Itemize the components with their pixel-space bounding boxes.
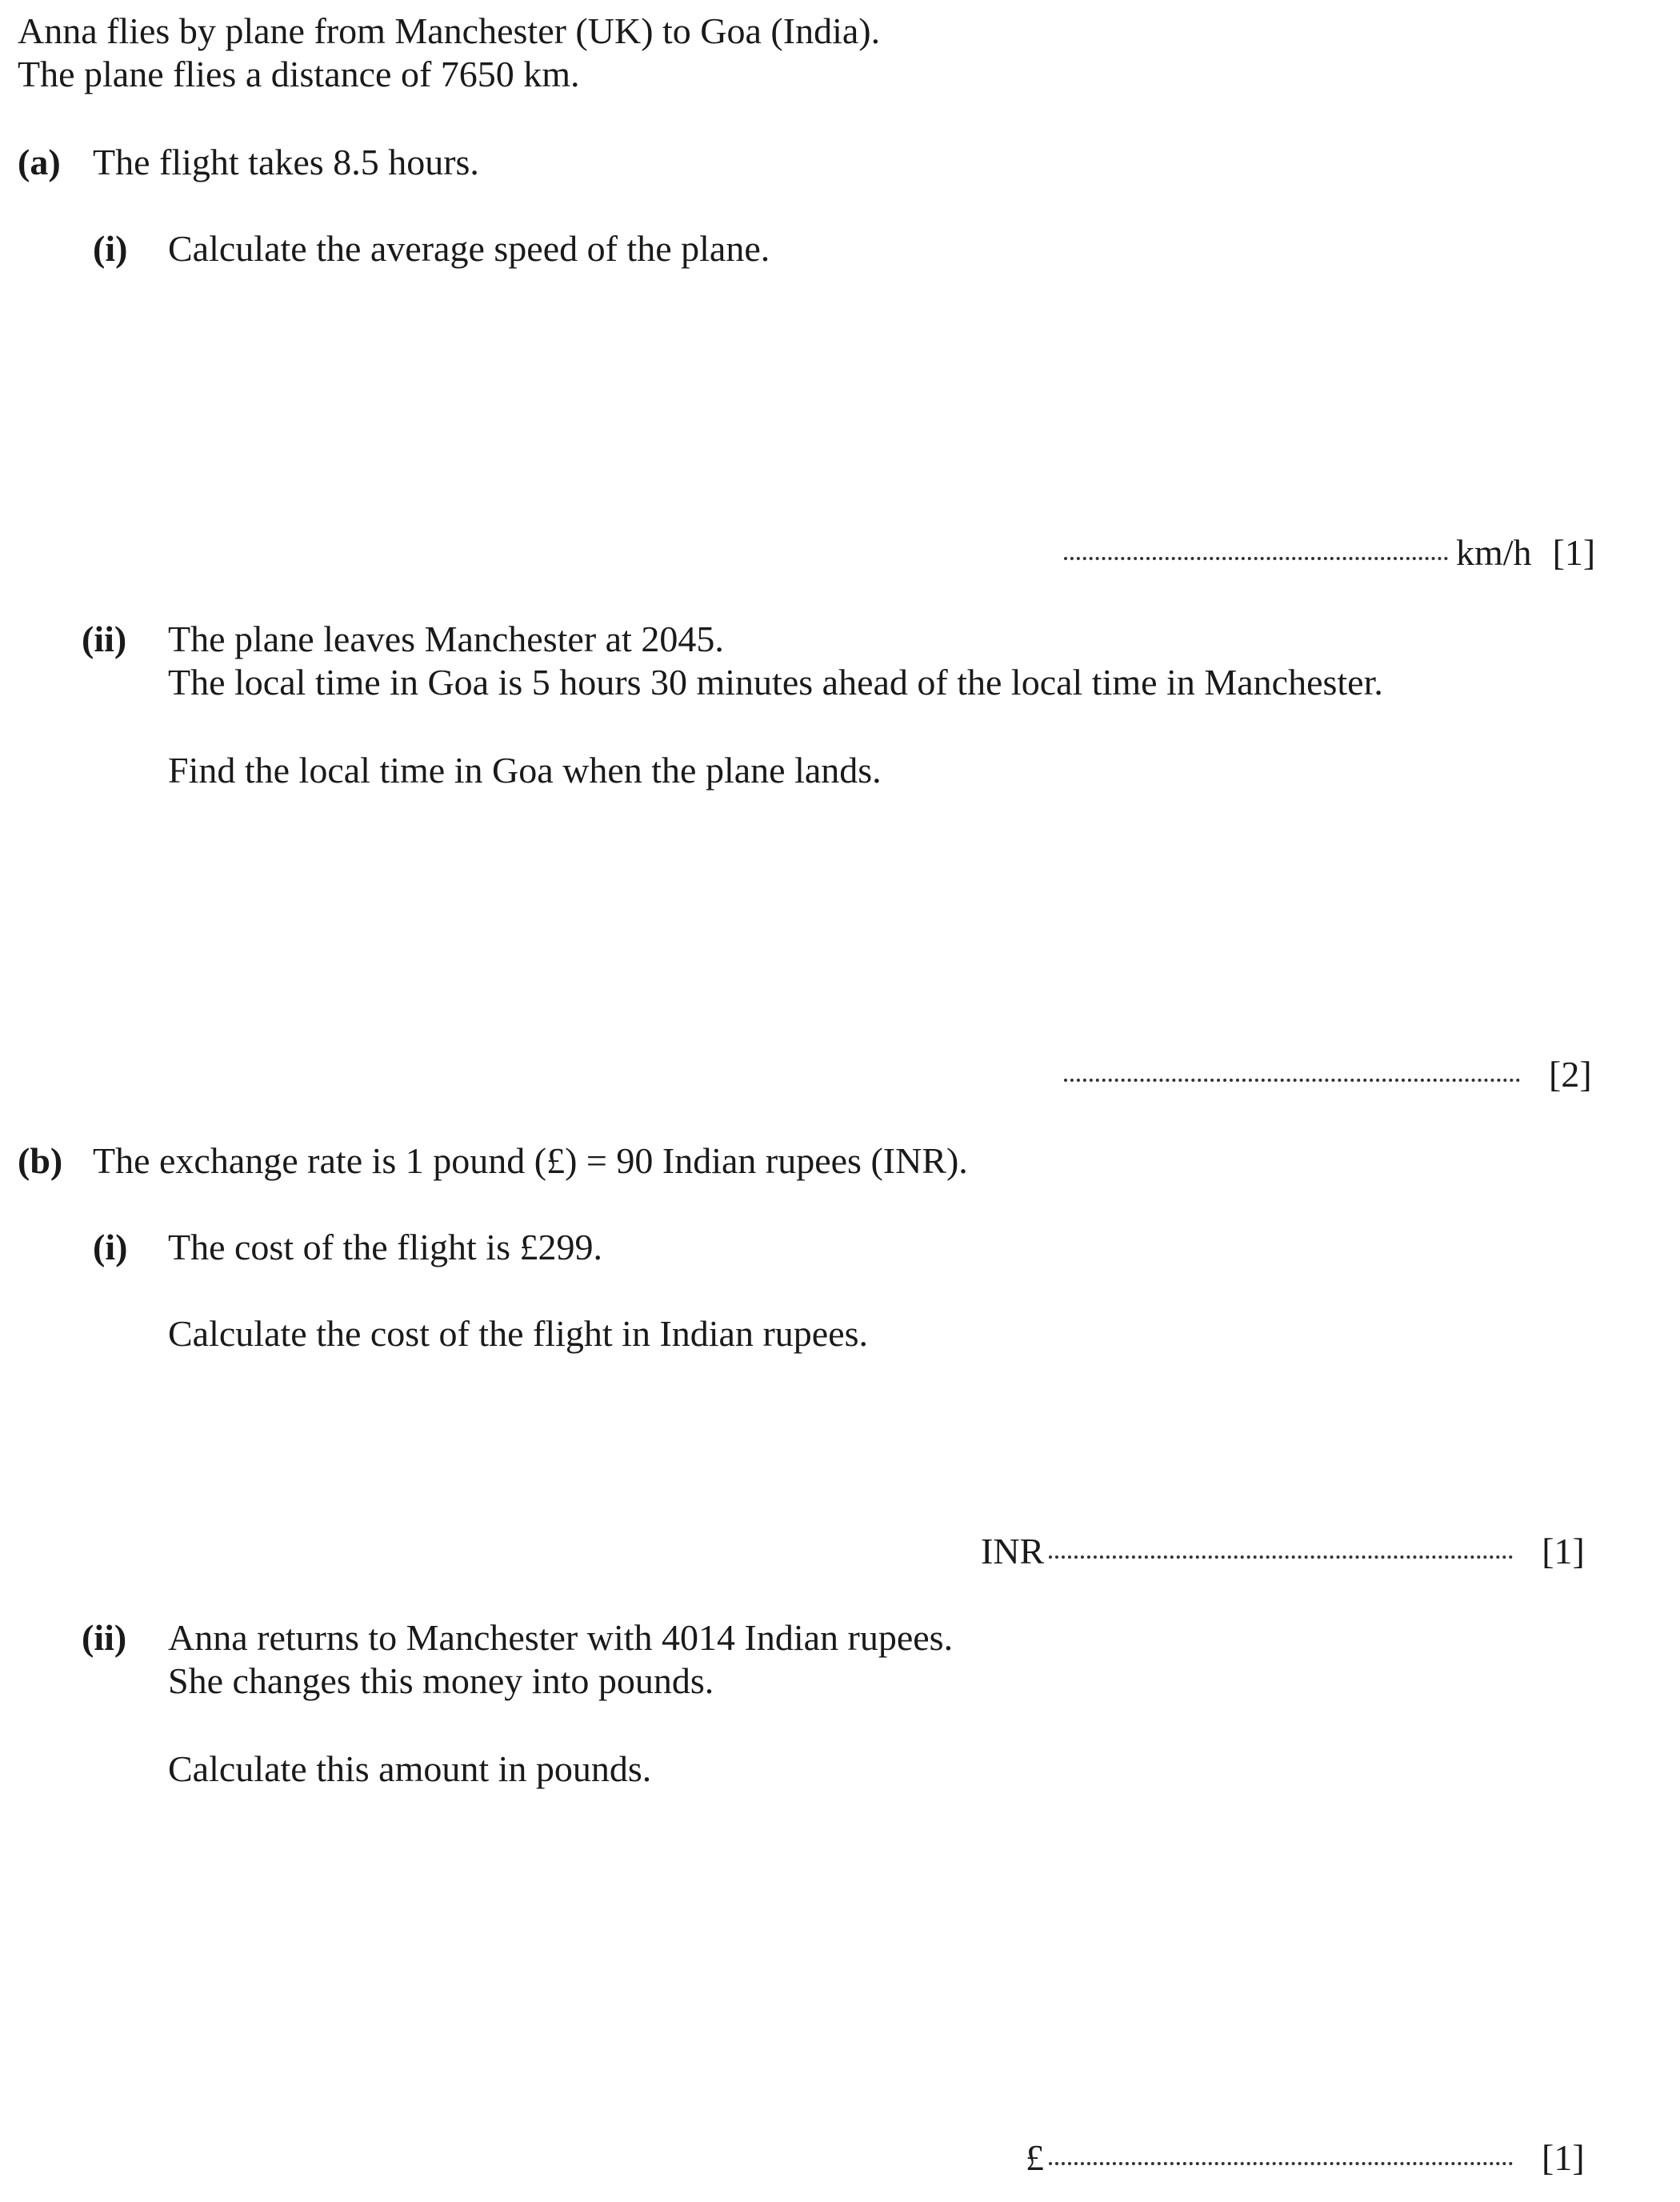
- answer-line-b-ii: [1026, 2136, 1585, 2180]
- part-b-label: (b): [18, 1140, 63, 1181]
- part-a-ii-line-1: The plane leaves Manchester at 2045.: [168, 619, 724, 659]
- part-b-ii-line-2: She changes this money into pounds.: [168, 1660, 714, 1701]
- answer-line-a-i: [1056, 531, 1595, 575]
- answer-prefix: INR: [981, 1531, 1045, 1571]
- part-a-ii-question: Find the local time in Goa when the plane lands.: [168, 750, 882, 791]
- part-b-i-label: (i): [93, 1227, 128, 1267]
- answer-line-a-ii: [1056, 1053, 1592, 1096]
- answer-dots[interactable]: [1064, 1079, 1520, 1082]
- part-b-i-question: Calculate the cost of the flight in Indian rupees.: [168, 1313, 869, 1354]
- part-a-label: (a): [18, 142, 61, 182]
- intro-line-2: The plane flies a distance of 7650 km.: [18, 54, 580, 94]
- answer-dots[interactable]: [1049, 1555, 1513, 1559]
- answer-prefix: £: [1026, 2137, 1044, 2178]
- part-a-i-question: Calculate the average speed of the plane.: [168, 228, 770, 269]
- marks: [2]: [1549, 1054, 1592, 1095]
- part-b-stem: The exchange rate is 1 pound (£) = 90 Indian rupees (INR).: [93, 1140, 968, 1181]
- part-b-i-line-1: The cost of the flight is £299.: [168, 1227, 602, 1267]
- part-a-ii-label: (ii): [82, 619, 127, 659]
- answer-unit: km/h: [1456, 532, 1532, 573]
- part-a-stem: The flight takes 8.5 hours.: [93, 142, 479, 182]
- part-a-i-label: (i): [93, 228, 128, 269]
- marks: [1]: [1542, 2137, 1585, 2178]
- answer-dots[interactable]: [1049, 2162, 1513, 2165]
- marks: [1]: [1542, 1531, 1585, 1571]
- part-a-ii-line-2: The local time in Goa is 5 hours 30 minutes ahead of the local time in Manchester.: [168, 662, 1383, 703]
- intro-line-1: Anna flies by plane from Manchester (UK) to Goa (India).: [18, 10, 881, 51]
- part-b-ii-label: (ii): [82, 1617, 127, 1658]
- answer-line-b-i: [981, 1530, 1585, 1573]
- part-b-ii-line-1: Anna returns to Manchester with 4014 Indian rupees.: [168, 1617, 954, 1658]
- marks: [1]: [1552, 532, 1596, 573]
- part-b-ii-question: Calculate this amount in pounds.: [168, 1748, 652, 1789]
- answer-dots[interactable]: [1064, 557, 1448, 560]
